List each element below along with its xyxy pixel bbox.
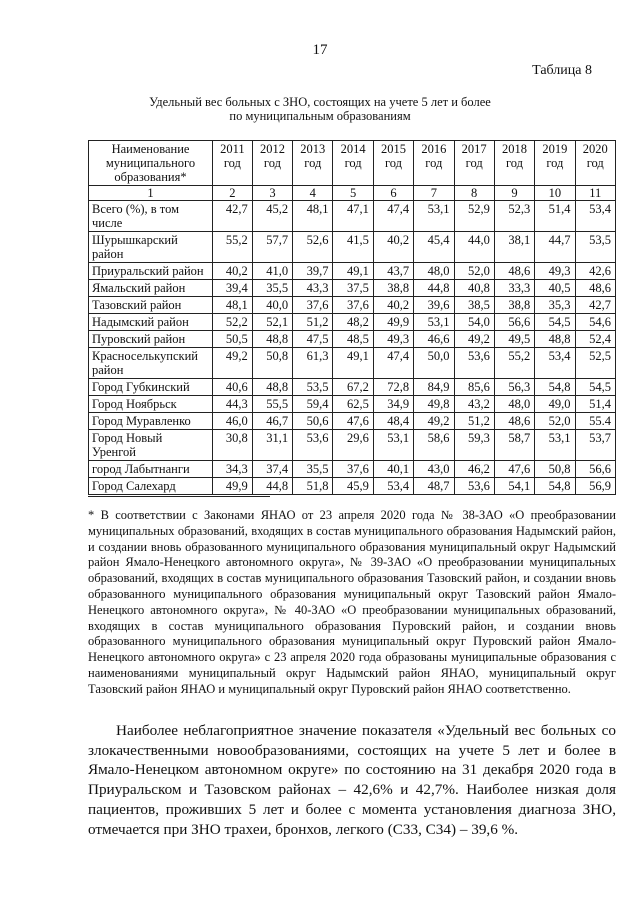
table-row — [89, 396, 616, 413]
value-cell: 47,6 — [494, 461, 534, 478]
value-cell: 40,0 — [252, 297, 292, 314]
header-year: 2018 — [502, 142, 528, 156]
value-cell: 56,6 — [575, 461, 615, 478]
value-cell: 40,2 — [373, 297, 413, 314]
value-cell: 48,2 — [333, 314, 373, 331]
value-cell: 49,2 — [414, 413, 454, 430]
value-cell: 54,1 — [494, 478, 534, 495]
caption-line-2: по муниципальным образованиям — [229, 109, 411, 123]
value-cell: 41,0 — [252, 263, 292, 280]
value-cell: 35,5 — [293, 461, 333, 478]
value-cell: 46,0 — [213, 413, 253, 430]
value-cell: 49,9 — [213, 478, 253, 495]
column-number-cell: 8 — [454, 186, 494, 201]
value-cell: 30,8 — [213, 430, 253, 461]
value-cell: 50,8 — [252, 348, 292, 379]
value-cell: 50,5 — [213, 331, 253, 348]
row-name-cell: Шурышкарский район — [89, 232, 213, 263]
value-cell: 52,9 — [454, 201, 494, 232]
header-year-unit: год — [263, 156, 281, 170]
value-cell: 48,0 — [494, 396, 534, 413]
header-year: 2013 — [300, 142, 326, 156]
header-year-unit: год — [425, 156, 443, 170]
column-number-cell: 1 — [89, 186, 213, 201]
value-cell: 46,2 — [454, 461, 494, 478]
value-cell: 53,7 — [575, 430, 615, 461]
value-cell: 47,4 — [373, 201, 413, 232]
value-cell: 55,5 — [252, 396, 292, 413]
row-name-cell: Надымский район — [89, 314, 213, 331]
value-cell: 48,0 — [414, 263, 454, 280]
value-cell: 29,6 — [333, 430, 373, 461]
value-cell: 44,8 — [414, 280, 454, 297]
value-cell: 38,8 — [373, 280, 413, 297]
column-number-row — [89, 186, 616, 201]
value-cell: 48,6 — [575, 280, 615, 297]
table-row — [89, 478, 616, 495]
column-number-cell: 7 — [414, 186, 454, 201]
value-cell: 56,6 — [494, 314, 534, 331]
value-cell: 48,1 — [293, 201, 333, 232]
value-cell: 54,5 — [575, 379, 615, 396]
value-cell: 53,6 — [454, 348, 494, 379]
column-number-cell: 4 — [293, 186, 333, 201]
table-row — [89, 461, 616, 478]
column-number-cell: 9 — [494, 186, 534, 201]
value-cell: 72,8 — [373, 379, 413, 396]
value-cell: 45,2 — [252, 201, 292, 232]
row-name-cell: Город Губкинский — [89, 379, 213, 396]
value-cell: 43,3 — [293, 280, 333, 297]
value-cell: 44,3 — [213, 396, 253, 413]
value-cell: 37,6 — [333, 297, 373, 314]
column-number-cell: 5 — [333, 186, 373, 201]
value-cell: 51,2 — [293, 314, 333, 331]
header-year-unit: год — [465, 156, 483, 170]
row-name-cell: Город Муравленко — [89, 413, 213, 430]
value-cell: 53,1 — [414, 314, 454, 331]
header-year: 2019 — [542, 142, 568, 156]
value-cell: 54,5 — [535, 314, 575, 331]
row-name-cell: Город Новый Уренгой — [89, 430, 213, 461]
header-year-cell — [535, 141, 575, 186]
value-cell: 62,5 — [333, 396, 373, 413]
table-row — [89, 331, 616, 348]
value-cell: 52,3 — [494, 201, 534, 232]
value-cell: 57,7 — [252, 232, 292, 263]
value-cell: 49,8 — [414, 396, 454, 413]
value-cell: 49,3 — [373, 331, 413, 348]
value-cell: 50,8 — [535, 461, 575, 478]
header-year-cell — [494, 141, 534, 186]
value-cell: 34,9 — [373, 396, 413, 413]
value-cell: 48,7 — [414, 478, 454, 495]
table-row — [89, 280, 616, 297]
header-year-cell — [373, 141, 413, 186]
value-cell: 37,6 — [333, 461, 373, 478]
value-cell: 52,4 — [575, 331, 615, 348]
value-cell: 48,8 — [252, 331, 292, 348]
value-cell: 52,6 — [293, 232, 333, 263]
table-header-row — [89, 141, 616, 186]
value-cell: 48,1 — [213, 297, 253, 314]
value-cell: 37,4 — [252, 461, 292, 478]
value-cell: 52,0 — [454, 263, 494, 280]
value-cell: 34,3 — [213, 461, 253, 478]
value-cell: 54,0 — [454, 314, 494, 331]
value-cell: 59,3 — [454, 430, 494, 461]
value-cell: 52,0 — [535, 413, 575, 430]
footnote-rule — [88, 496, 270, 497]
value-cell: 50,6 — [293, 413, 333, 430]
table-row — [89, 201, 616, 232]
value-cell: 53,1 — [373, 430, 413, 461]
value-cell: 53,4 — [575, 201, 615, 232]
value-cell: 31,1 — [252, 430, 292, 461]
value-cell: 49,5 — [494, 331, 534, 348]
table-body — [89, 201, 616, 495]
column-number-cell: 6 — [373, 186, 413, 201]
value-cell: 48,4 — [373, 413, 413, 430]
value-cell: 49,2 — [213, 348, 253, 379]
row-name-cell: Ямальский район — [89, 280, 213, 297]
header-year: 2014 — [340, 142, 366, 156]
value-cell: 48,8 — [535, 331, 575, 348]
value-cell: 53,1 — [535, 430, 575, 461]
header-year-unit: год — [546, 156, 564, 170]
value-cell: 46,7 — [252, 413, 292, 430]
value-cell: 40,2 — [373, 232, 413, 263]
header-year: 2020 — [582, 142, 608, 156]
value-cell: 45,4 — [414, 232, 454, 263]
value-cell: 49,1 — [333, 348, 373, 379]
header-year-unit: год — [505, 156, 524, 170]
value-cell: 49,9 — [373, 314, 413, 331]
header-year: 2017 — [461, 142, 487, 156]
row-name-cell: Всего (%), в том числе — [89, 201, 213, 232]
table-caption — [0, 95, 640, 123]
header-year-unit: год — [223, 156, 241, 170]
table-row — [89, 413, 616, 430]
table-row — [89, 379, 616, 396]
column-number-cell: 3 — [252, 186, 292, 201]
header-year: 2015 — [380, 142, 406, 156]
value-cell: 44,8 — [252, 478, 292, 495]
value-cell: 52,5 — [575, 348, 615, 379]
header-year-cell — [454, 141, 494, 186]
header-year: 2011 — [220, 142, 245, 156]
value-cell: 46,6 — [414, 331, 454, 348]
value-cell: 53,5 — [293, 379, 333, 396]
header-year-cell — [213, 141, 253, 186]
value-cell: 40,6 — [213, 379, 253, 396]
value-cell: 43,2 — [454, 396, 494, 413]
value-cell: 85,6 — [454, 379, 494, 396]
value-cell: 52,1 — [252, 314, 292, 331]
value-cell: 38,5 — [454, 297, 494, 314]
value-cell: 44,0 — [454, 232, 494, 263]
column-number-cell: 10 — [535, 186, 575, 201]
value-cell: 49,0 — [535, 396, 575, 413]
value-cell: 39,4 — [213, 280, 253, 297]
header-year-unit: год — [344, 156, 362, 170]
header-year-unit: год — [304, 156, 322, 170]
header-year-cell — [414, 141, 454, 186]
value-cell: 53,4 — [535, 348, 575, 379]
value-cell: 39,6 — [414, 297, 454, 314]
value-cell: 54,6 — [575, 314, 615, 331]
value-cell: 41,5 — [333, 232, 373, 263]
header-name-cell: Наименование муниципального образования* — [89, 141, 213, 186]
value-cell: 53,6 — [454, 478, 494, 495]
value-cell: 51,4 — [575, 396, 615, 413]
value-cell: 40,2 — [213, 263, 253, 280]
value-cell: 61,3 — [293, 348, 333, 379]
value-cell: 54,8 — [535, 478, 575, 495]
header-year: 2016 — [421, 142, 447, 156]
value-cell: 47,4 — [373, 348, 413, 379]
column-number-cell: 2 — [213, 186, 253, 201]
value-cell: 49,3 — [535, 263, 575, 280]
header-year-cell — [575, 141, 615, 186]
header-year-unit: год — [384, 156, 403, 170]
value-cell: 35,3 — [535, 297, 575, 314]
value-cell: 40,8 — [454, 280, 494, 297]
value-cell: 44,7 — [535, 232, 575, 263]
row-name-cell: город Лабытнанги — [89, 461, 213, 478]
value-cell: 55,2 — [213, 232, 253, 263]
row-name-cell: Тазовский район — [89, 297, 213, 314]
value-cell: 38,1 — [494, 232, 534, 263]
value-cell: 53,1 — [414, 201, 454, 232]
value-cell: 51,2 — [454, 413, 494, 430]
value-cell: 51,8 — [293, 478, 333, 495]
value-cell: 67,2 — [333, 379, 373, 396]
table-row — [89, 263, 616, 280]
value-cell: 59,4 — [293, 396, 333, 413]
value-cell: 58,7 — [494, 430, 534, 461]
value-cell: 39,7 — [293, 263, 333, 280]
value-cell: 56,9 — [575, 478, 615, 495]
value-cell: 35,5 — [252, 280, 292, 297]
value-cell: 56,3 — [494, 379, 534, 396]
row-name-cell: Приуральский район — [89, 263, 213, 280]
value-cell: 37,5 — [333, 280, 373, 297]
header-year-cell — [252, 141, 292, 186]
value-cell: 33,3 — [494, 280, 534, 297]
value-cell: 55.4 — [575, 413, 615, 430]
table-row — [89, 314, 616, 331]
value-cell: 47,5 — [293, 331, 333, 348]
value-cell: 53,5 — [575, 232, 615, 263]
value-cell: 43,0 — [414, 461, 454, 478]
value-cell: 48,6 — [494, 263, 534, 280]
header-year-cell — [293, 141, 333, 186]
table-label: Таблица 8 — [532, 63, 592, 78]
value-cell: 54,8 — [535, 379, 575, 396]
value-cell: 47,1 — [333, 201, 373, 232]
value-cell: 43,7 — [373, 263, 413, 280]
value-cell: 48,8 — [252, 379, 292, 396]
header-year: 2012 — [259, 142, 285, 156]
value-cell: 49,1 — [333, 263, 373, 280]
row-name-cell: Город Ноябрьск — [89, 396, 213, 413]
table-row — [89, 430, 616, 461]
value-cell: 84,9 — [414, 379, 454, 396]
body-paragraph: Наиболее неблагоприятное значение показателя «Удельный вес больных со злокачественными новообразованиями, состоящих на учете 5 лет и более в Ямало-Ненецком автономном округе» по состоянию на 31 декабря 2020 года в Приуральском и Тазовском районах – 42,6% и 42,7%. Наиболее низкая доля пациентов, проживших 5 лет и более с момента установления диагноза ЗНО, отмечается при ЗНО трахеи, бронхов, легкого (C33, C34) – 39,6 %. — [88, 722, 616, 838]
table-row — [89, 297, 616, 314]
row-name-cell: Красноселькупский район — [89, 348, 213, 379]
value-cell: 42,6 — [575, 263, 615, 280]
caption-line-1: Удельный вес больных с ЗНО, состоящих на учете 5 лет и более — [149, 95, 491, 109]
value-cell: 37,6 — [293, 297, 333, 314]
column-number-cell: 11 — [575, 186, 615, 201]
value-cell: 48,6 — [494, 413, 534, 430]
value-cell: 48,5 — [333, 331, 373, 348]
value-cell: 38,8 — [494, 297, 534, 314]
value-cell: 51,4 — [535, 201, 575, 232]
data-table — [88, 140, 616, 495]
value-cell: 52,2 — [213, 314, 253, 331]
value-cell: 58,6 — [414, 430, 454, 461]
footnote: * В соответствии с Законами ЯНАО от 23 апреля 2020 года № 38-ЗАО «О преобразовании муниципальных образований, входящих в состав муниципального образования Надымский район, и создании вновь образованного муниципального образования муниципальный округ Надымский район Ямало-Ненецкого автономного округа», № 39-ЗАО «О преобразовании муниципальных образований, входящих в состав муниципального образования Тазовский район, и создании вновь образованного муниципального образования муниципальный округ Тазовский район Ямало-Ненецкого автономного округа», № 40-ЗАО «О преобразовании муниципальных образований, входящих в состав муниципального образования Пуровский район, и создании вновь образованного муниципального образования муниципальный округ Пуровский район Ямало-Ненецкого автономного округа» с 23 апреля 2020 года образованы муниципальные образования с наименованиями муниципальный округ Надымский район ЯНАО, муниципальный округ Тазовский район ЯНАО и муниципальный округ Пуровский район ЯНАО соответственно. — [88, 508, 616, 696]
value-cell: 53,6 — [293, 430, 333, 461]
value-cell: 49,2 — [454, 331, 494, 348]
table-row — [89, 348, 616, 379]
value-cell: 55,2 — [494, 348, 534, 379]
value-cell: 42,7 — [575, 297, 615, 314]
row-name-cell: Пуровский район — [89, 331, 213, 348]
page-number: 17 — [312, 42, 328, 58]
value-cell: 53,4 — [373, 478, 413, 495]
row-name-cell: Город Салехард — [89, 478, 213, 495]
table-row — [89, 232, 616, 263]
value-cell: 50,0 — [414, 348, 454, 379]
value-cell: 42,7 — [213, 201, 253, 232]
value-cell: 45,9 — [333, 478, 373, 495]
value-cell: 40,5 — [535, 280, 575, 297]
value-cell: 40,1 — [373, 461, 413, 478]
header-year-cell — [333, 141, 373, 186]
value-cell: 47,6 — [333, 413, 373, 430]
header-year-unit: год — [586, 156, 604, 170]
